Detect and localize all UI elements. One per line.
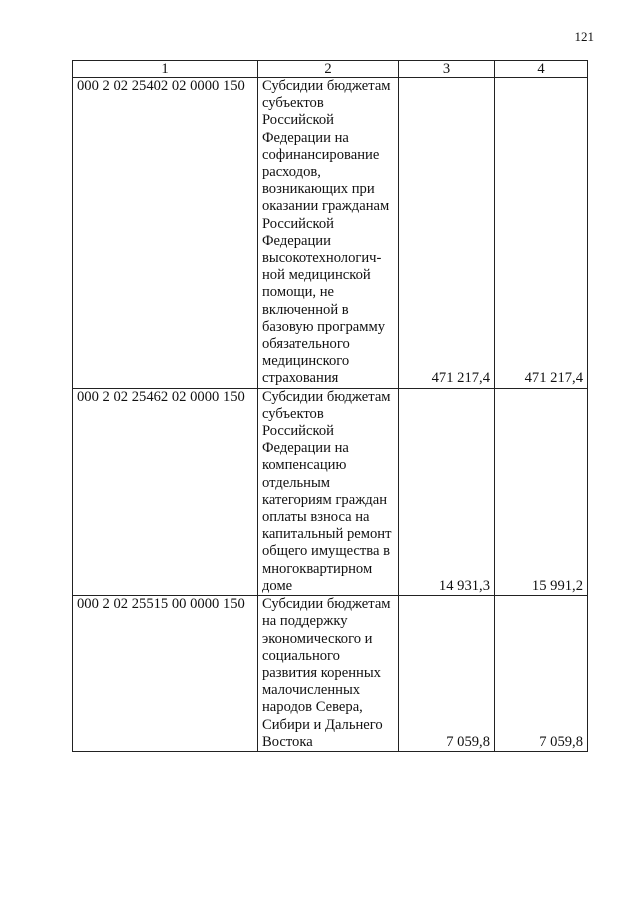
value-column-4: 471 217,4 [495, 78, 588, 389]
row-description-text: Субсидии бюджетам на поддержку экономического и социального развития коренных малочисленных народов Севера, Сибири и Дальнего Востока [262, 596, 391, 750]
value-column-4: 15 991,2 [495, 388, 588, 595]
value-column-3: 471 217,4 [399, 78, 495, 389]
budget-code: 000 2 02 25515 00 0000 150 [73, 596, 258, 752]
budget-code: 000 2 02 25402 02 0000 150 [73, 78, 258, 389]
column-header-1: 1 [73, 61, 258, 78]
budget-code: 000 2 02 25462 02 0000 150 [73, 388, 258, 595]
row-description-text: Субсидии бюджетам субъектов Российской Федерации на компенсацию отдельным категориям граждан оплаты взноса на капитальный ремонт общего имущества в многоквартирном доме [262, 388, 392, 594]
page-number: 121 [574, 29, 594, 44]
value-column-4: 7 059,8 [495, 596, 588, 752]
row-description [258, 388, 399, 595]
column-header-4: 4 [495, 61, 588, 78]
row-description [258, 596, 399, 752]
value-column-3: 14 931,3 [399, 388, 495, 595]
table-row [73, 78, 588, 389]
row-description [258, 78, 399, 389]
table-header-row [73, 61, 588, 78]
budget-table [72, 60, 588, 752]
column-header-3: 3 [399, 61, 495, 78]
table-row [73, 596, 588, 752]
table-row [73, 388, 588, 595]
value-column-3: 7 059,8 [399, 596, 495, 752]
row-description-text: Субсидии бюджетам субъектов Российской Федерации на софинансирование расходов, возникающих при оказании гражданам Российской Федерации высокотехнологич- ной медицинской помощи, не включенной в базовую программу обязательного медицинского страхования [262, 78, 391, 387]
column-header-2: 2 [258, 61, 399, 78]
